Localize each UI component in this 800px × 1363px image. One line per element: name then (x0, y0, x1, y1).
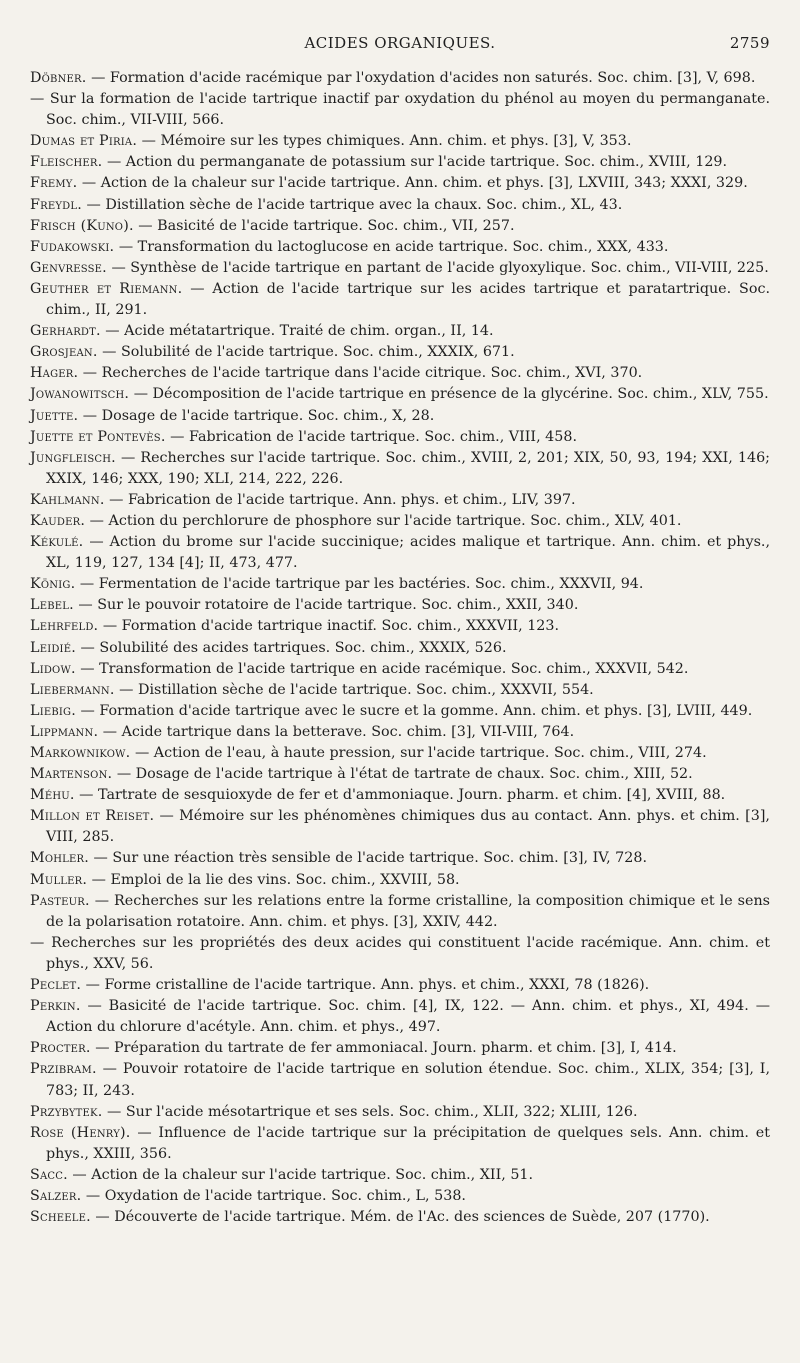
running-header (30, 34, 770, 58)
entry-author: Pasteur. (30, 892, 90, 909)
entry-text: — Sur le pouvoir rotatoire de l'acide tartrique. Soc. chim., XXII, 340. (73, 597, 579, 614)
entry-text: — Mémoire sur les types chimiques. Ann. chim. et phys. [3], V, 353. (137, 133, 632, 150)
entry-author: Lebel. (30, 597, 74, 614)
entry-text: — Action du brome sur l'acide succinique; acides malique et tartrique. Ann. chim. et phys., XL, 119, 127, 134 [4]; II, 473, 477. (46, 534, 770, 572)
bibliography-entry (30, 574, 770, 595)
entry-text: — Dosage de l'acide tartrique à l'état de tartrate de chaux. Soc. chim., XIII, 52. (112, 766, 693, 783)
entry-author: Peclet. (30, 977, 82, 994)
running-title: ACIDES ORGANIQUES. (304, 34, 496, 52)
entry-author: Lehrfeld. (30, 618, 99, 635)
entry-author: Jungfleisch. (30, 449, 116, 466)
bibliography-entry (30, 722, 770, 743)
bibliography-entry (30, 1123, 770, 1165)
entry-author: Frisch (Kuno). (30, 217, 134, 234)
bibliography-entry (30, 363, 770, 384)
entry-author: Genvresse. (30, 259, 107, 276)
entry-author: König. (30, 576, 76, 593)
entry-text: — Solubilité de l'acide tartrique. Soc. chim., XXXIX, 671. (97, 344, 515, 361)
entry-text: — Formation d'acide racémique par l'oxydation d'acides non saturés. Soc. chim. [3], V, 698. (86, 70, 756, 86)
bibliography-entry (30, 870, 770, 891)
entry-author: Juette et Pontevès. (30, 428, 166, 445)
entry-author: Salzer. (30, 1187, 82, 1204)
entry-text: — Synthèse de l'acide tartrique en partant de l'acide glyoxylique. Soc. chim., VII-VIII, 225. (106, 259, 769, 276)
page-number: 2759 (729, 34, 770, 52)
bibliography-entry (30, 258, 770, 279)
entry-text: — Formation d'acide tartrique avec le sucre et la gomme. Ann. chim. et phys. [3], LVIII, 449. (75, 702, 753, 719)
bibliography-entry (30, 384, 770, 405)
entry-text: — Emploi de la lie des vins. Soc. chim., XXVIII, 58. (87, 871, 460, 888)
bibliography-entry (30, 743, 770, 764)
entry-text: — Transformation du lactoglucose en acide tartrique. Soc. chim., XXX, 433. (114, 238, 669, 255)
entry-text: — Acide métatartrique. Traité de chim. organ., II, 14. (100, 323, 494, 340)
bibliography-entry (30, 1102, 770, 1123)
entry-author: Juette. (30, 407, 79, 424)
bibliography-entry (30, 1165, 770, 1186)
bibliography-entry (30, 216, 770, 237)
entry-author: Millon et Reiset. (30, 808, 155, 825)
entry-text: — Mémoire sur les phénomènes chimiques dus au contact. Ann. phys. et chim. [3], VIII, 285. (46, 808, 770, 846)
bibliography-entry (30, 764, 770, 785)
entry-text: — Recherches sur les relations entre la forme cristalline, la composition chimique et le sens de la polarisation rotatoire. Ann. chim. et phys. [3], XXIV, 442. (46, 892, 770, 930)
bibliography-entry (30, 680, 770, 701)
entry-text: — Oxydation de l'acide tartrique. Soc. chim., L, 538. (81, 1187, 466, 1204)
entry-author: Markownikow. (30, 745, 131, 761)
bibliography-entry (30, 321, 770, 342)
bibliography-entry (30, 975, 770, 996)
entry-text: — Action du permanganate de potassium sur l'acide tartrique. Soc. chim., XVIII, 129. (102, 154, 728, 171)
entry-author: Liebermann. (30, 681, 115, 698)
bibliography-entry (30, 891, 770, 933)
bibliography-entry (30, 131, 770, 152)
entry-text: — Action de la chaleur sur l'acide tartrique. Soc. chim., XII, 51. (67, 1166, 534, 1183)
entry-text: — Dosage de l'acide tartrique. Soc. chim., X, 28. (78, 407, 435, 424)
entry-text: — Tartrate de sesquioxyde de fer et d'ammoniaque. Journ. pharm. et chim. [4], XVIII, 88. (74, 787, 726, 804)
entry-author: Leidié. (30, 639, 76, 656)
bibliography-entry (30, 616, 770, 637)
bibliography-entry (30, 173, 770, 194)
entry-author: Procter. (30, 1040, 91, 1057)
bibliography-entry (30, 1207, 770, 1228)
entry-author: Liebig. (30, 702, 76, 719)
entry-author: Méhu. (30, 787, 75, 804)
entry-author: Sacc. (30, 1166, 68, 1183)
bibliography-entry (30, 701, 770, 722)
entry-text: — Sur la formation de l'acide tartrique inactif par oxydation du phénol au moyen du permanganate. Soc. chim., VII-VIII, 566. (30, 91, 770, 129)
entry-text: — Préparation du tartrate de fer ammoniacal. Journ. pharm. et chim. [3], I, 414. (90, 1040, 677, 1057)
entry-author: Jowanowitsch. (30, 386, 130, 403)
bibliography-entry (30, 996, 770, 1038)
entry-text: — Pouvoir rotatoire de l'acide tartrique en solution étendue. Soc. chim., XLIX, 354; [3], I, 783; II, 243. (46, 1061, 770, 1099)
entry-text: — Transformation de l'acide tartrique en acide racémique. Soc. chim., XXXVII, 542. (75, 660, 689, 677)
entry-author: Hager. (30, 365, 79, 382)
bibliography-entry (30, 659, 770, 680)
entry-author: Geuther et Riemann. (30, 280, 183, 297)
bibliography-entry (30, 68, 770, 89)
entry-author: Rose (Henry). (30, 1124, 131, 1141)
bibliography-entry (30, 1059, 770, 1101)
entry-author: Fleischer. (30, 154, 103, 171)
entry-text: — Basicité de l'acide tartrique. Soc. chim., VII, 257. (133, 217, 515, 234)
entry-text: — Formation d'acide tartrique inactif. Soc. chim., XXXVII, 123. (98, 618, 560, 635)
bibliography-entry (30, 406, 770, 427)
bibliography-entry (30, 195, 770, 216)
entry-author: Fudakowski. (30, 238, 115, 255)
entry-author: Freydl. (30, 196, 82, 213)
entry-author: Kahlmann. (30, 491, 105, 508)
bibliography-entry (30, 848, 770, 869)
bibliography-entry (30, 595, 770, 616)
entry-text: — Basicité de l'acide tartrique. Soc. chim. [4], IX, 122. — Ann. chim. et phys., XI, 494. — Action du chlorure d'acétyle. Ann. chim. et phys., 497. (46, 998, 770, 1036)
bibliography-list (30, 68, 770, 1228)
entry-author: Muller. (30, 871, 88, 888)
entry-author: Kékulé. (30, 534, 84, 551)
entry-author: Scheele. (30, 1209, 91, 1226)
bibliography-entry (30, 427, 770, 448)
entry-text: — Recherches sur les propriétés des deux acides qui constituent l'acide racémique. Ann. chim. et phys., XXV, 56. (30, 934, 770, 972)
bibliography-entry (30, 237, 770, 258)
entry-author: Martenson. (30, 766, 113, 783)
bibliography-entry (30, 279, 770, 321)
entry-author: Fremy. (30, 175, 78, 192)
entry-text: — Distillation sèche de l'acide tartrique avec la chaux. Soc. chim., XL, 43. (81, 196, 623, 213)
entry-text: — Forme cristalline de l'acide tartrique. Ann. phys. et chim., XXXI, 78 (1826). (81, 977, 650, 994)
bibliography-entry (30, 1038, 770, 1059)
page (30, 0, 770, 1363)
entry-text: — Fermentation de l'acide tartrique par les bactéries. Soc. chim., XXXVII, 94. (75, 576, 644, 593)
entry-author: Lidow. (30, 660, 76, 677)
entry-author: Döbner. (30, 70, 87, 86)
entry-text: — Découverte de l'acide tartrique. Mém. de l'Ac. des sciences de Suède, 207 (1770). (90, 1209, 710, 1226)
bibliography-entry (30, 342, 770, 363)
bibliography-entry (30, 933, 770, 975)
entry-text: — Sur l'acide mésotartrique et ses sels. Soc. chim., XLII, 322; XLIII, 126. (102, 1103, 638, 1120)
entry-text: — Action de la chaleur sur l'acide tartrique. Ann. chim. et phys. [3], LXVIII, 343; XXXI, 329. (77, 175, 748, 192)
entry-author: Przibram. (30, 1061, 97, 1078)
bibliography-entry (30, 532, 770, 574)
bibliography-entry (30, 490, 770, 511)
entry-author: Kauder. (30, 512, 86, 529)
entry-text: — Recherches sur l'acide tartrique. Soc. chim., XVIII, 2, 201; XIX, 50, 93, 194; XXI, 146; XXIX, 146; XXX, 190; XLI, 214, 222, 226. (46, 449, 770, 487)
entry-author: Grosjean. (30, 344, 98, 361)
entry-text: — Solubilité des acides tartriques. Soc. chim., XXXIX, 526. (75, 639, 507, 656)
entry-text: — Acide tartrique dans la betterave. Soc. chim. [3], VII-VIII, 764. (98, 723, 575, 740)
entry-text: — Fabrication de l'acide tartrique. Soc. chim., VIII, 458. (165, 428, 577, 445)
entry-author: Gerhardt. (30, 323, 101, 340)
entry-author: Lippmann. (30, 723, 99, 740)
entry-text: — Influence de l'acide tartrique sur la précipitation de quelques sels. Ann. chim. et phys., XXIII, 356. (46, 1124, 770, 1162)
entry-author: Mohler. (30, 850, 89, 867)
entry-text: — Sur une réaction très sensible de l'acide tartrique. Soc. chim. [3], IV, 728. (88, 850, 647, 867)
bibliography-entry (30, 638, 770, 659)
entry-text: — Fabrication de l'acide tartrique. Ann. phys. et chim., LIV, 397. (104, 491, 576, 508)
bibliography-entry (30, 511, 770, 532)
bibliography-entry (30, 89, 770, 131)
bibliography-entry (30, 448, 770, 490)
entry-author: Dumas et Piria. (30, 133, 138, 150)
entry-text: — Décomposition de l'acide tartrique en présence de la glycérine. Soc. chim., XLV, 755. (129, 386, 769, 403)
entry-text: — Action de l'acide tartrique sur les acides tartrique et paratartrique. Soc. chim., II, 291. (46, 280, 770, 319)
bibliography-entry (30, 152, 770, 173)
bibliography-entry (30, 1186, 770, 1207)
entry-text: — Recherches de l'acide tartrique dans l'acide citrique. Soc. chim., XVI, 370. (78, 365, 643, 382)
entry-text: — Distillation sèche de l'acide tartrique. Soc. chim., XXXVII, 554. (114, 681, 594, 698)
entry-author: Perkin. (30, 998, 81, 1015)
entry-author: Przybytek. (30, 1103, 103, 1120)
bibliography-entry (30, 785, 770, 806)
bibliography-entry (30, 806, 770, 848)
entry-text: — Action du perchlorure de phosphore sur l'acide tartrique. Soc. chim., XLV, 401. (85, 512, 682, 529)
entry-text: — Action de l'eau, à haute pression, sur l'acide tartrique. Soc. chim., VIII, 274. (130, 745, 707, 761)
